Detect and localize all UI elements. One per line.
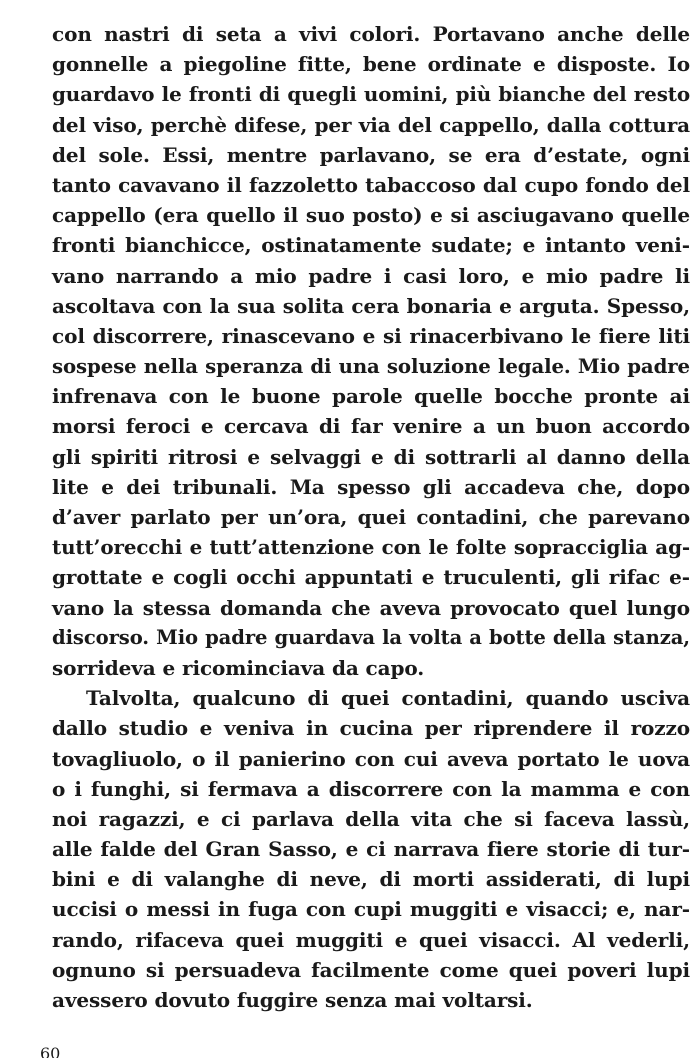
- text-line: morsi feroci e cercava di far venire a un buon accordo: [52, 414, 690, 439]
- text-line: infrenava con le buone parole quelle bocche pronte ai: [52, 384, 690, 409]
- text-line: bini e di valanghe di neve, di morti assiderati, di lupi: [52, 867, 690, 892]
- text-line: del viso, perchè difese, per via del cappello, dalla cottura: [52, 112, 690, 137]
- text-line: rando, rifaceva quei muggiti e quei visacci. Al vederli,: [52, 927, 690, 952]
- text-line: fronti bianchicce, ostinatamente sudate; e intanto veni-: [52, 233, 690, 258]
- text-line: dallo studio e veniva in cucina per riprendere il rozzo: [52, 716, 690, 741]
- text-line: con nastri di seta a vivi colori. Portavano anche delle: [52, 22, 690, 46]
- text-line: vano la stessa domanda che aveva provocato quel lungo: [52, 595, 690, 620]
- page-number: 60: [40, 1044, 61, 1058]
- text-line: cappello (era quello il suo posto) e si asciugavano quelle: [52, 203, 690, 228]
- text-line: alle falde del Gran Sasso, e ci narrava fiere storie di tur-: [52, 837, 690, 862]
- text-line: noi ragazzi, e ci parlava della vita che si faceva lassù,: [52, 806, 690, 831]
- text-line: o i funghi, si fermava a discorrere con la mamma e con: [52, 776, 690, 801]
- text-line: d’aver parlato per un’ora, quei contadini, che parevano: [52, 505, 690, 529]
- text-line: lite e dei tribunali. Ma spesso gli accadeva che, dopo: [52, 474, 690, 499]
- text-line: grottate e cogli occhi appuntati e truculenti, gli rifac e-: [52, 565, 690, 590]
- text-line: tovagliuolo, o il panierino con cui aveva portato le uova: [52, 746, 690, 771]
- text-line: discorso. Mio padre guardava la volta a botte della stanza,: [52, 625, 690, 649]
- text-line: gonnelle a piegoline fitte, bene ordinate e disposte. Io: [52, 52, 690, 77]
- text-line: gli spiriti ritrosi e selvaggi e di sottrarli al danno della: [52, 444, 690, 469]
- text-line: uccisi o messi in fuga con cupi muggiti e visacci; e, nar-: [52, 897, 690, 922]
- body-text: [52, 19, 690, 1015]
- paragraph-2: [52, 683, 690, 1015]
- text-line: vano narrando a mio padre i casi loro, e mio padre li: [52, 263, 690, 288]
- text-line: col discorrere, rinascevano e si rinacerbivano le fiere liti: [52, 323, 690, 348]
- text-line: sorrideva e ricominciava da capo.: [52, 655, 425, 680]
- text-line: Talvolta, qualcuno di quei contadini, quando usciva: [86, 686, 690, 711]
- text-line: ognuno si persuadeva facilmente come quei poveri lupi: [52, 957, 690, 982]
- text-line: sospese nella speranza di una soluzione legale. Mio padre: [52, 354, 690, 379]
- text-line: avessero dovuto fuggire senza mai voltarsi.: [52, 988, 533, 1012]
- paragraph-1: [52, 19, 690, 683]
- text-line: tanto cavavano il fazzoletto tabaccoso dal cupo fondo del: [52, 172, 690, 197]
- text-line: guardavo le fronti di quegli uomini, più bianche del resto: [52, 82, 690, 107]
- text-line: del sole. Essi, mentre parlavano, se era d’estate, ogni: [52, 142, 690, 167]
- text-line: ascoltava con la sua solita cera bonaria e arguta. Spesso,: [52, 293, 690, 318]
- text-line: tutt’orecchi e tutt’attenzione con le folte sopracciglia ag-: [52, 535, 690, 560]
